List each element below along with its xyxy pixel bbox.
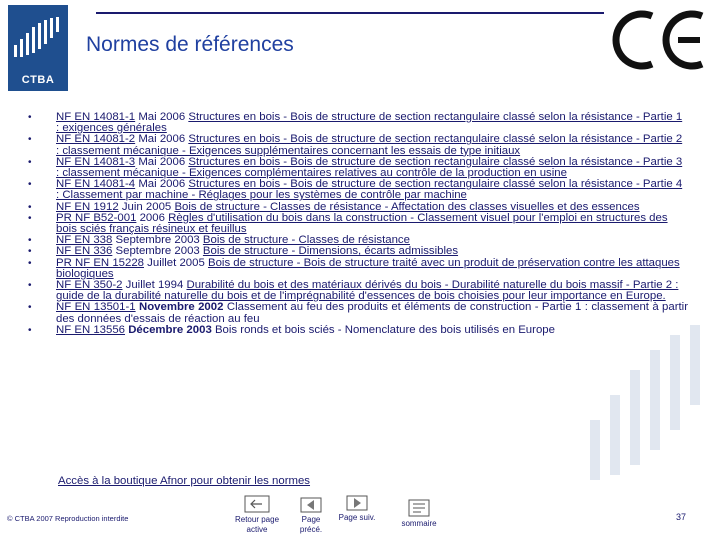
reference-date: Juin 2005 (121, 200, 172, 213)
reference-code[interactable]: NF EN 336 (56, 245, 113, 258)
reference-date: Juillet 1994 (125, 279, 184, 292)
reference-title[interactable]: Structures en bois - Bois de structure de section rectangulaire classé selon la résistance - Partie 3 : classement mécanique - Exigences complémentaires relatives au contrôle de la production en usine (56, 155, 683, 180)
reference-item[interactable] (28, 157, 688, 179)
reference-date: Septembre 2003 (115, 234, 200, 247)
ctba-logo (8, 5, 68, 91)
reference-date: Novembre 2002 (139, 301, 224, 314)
next-page-icon (346, 495, 368, 511)
reference-item[interactable] (28, 112, 688, 134)
reference-date: Mai 2006 (138, 111, 186, 123)
reference-code[interactable]: NF EN 14081-3 (56, 155, 136, 168)
previous-page-label: Page précé. (299, 515, 323, 534)
reference-code[interactable]: PR NF B52-001 (56, 211, 137, 224)
reference-item[interactable] (28, 325, 688, 336)
reference-date: Septembre 2003 (115, 245, 200, 258)
reference-title: Classement au feu des produits et éléments de construction - Partie 1 : classement à partir des données d'essais de réaction au feu (56, 301, 689, 325)
reference-item[interactable] (28, 134, 688, 156)
return-page-icon (244, 495, 270, 513)
page-number: 37 (676, 512, 687, 522)
reference-item[interactable] (28, 280, 688, 302)
reference-code[interactable]: NF EN 14081-1 (56, 111, 136, 123)
afnor-shop-link[interactable]: Accès à la boutique Afnor pour obtenir les normes (58, 475, 311, 487)
reference-title[interactable]: Structures en bois - Bois de structure de section rectangulaire classé selon la résistance - Partie 2 : classement mécanique - Exigences supplémentaires concernant les essais de type initiaux (56, 133, 683, 157)
reference-item[interactable] (28, 213, 688, 235)
copyright-notice: © CTBA 2007 Reproduction interdite (7, 514, 129, 523)
reference-date: Décembre 2003 (128, 323, 212, 336)
reference-item[interactable] (28, 302, 688, 324)
reference-date: Mai 2006 (138, 133, 186, 146)
reference-code[interactable]: NF EN 13501-1 (56, 301, 136, 314)
previous-page-button[interactable] (290, 497, 332, 535)
reference-date: Mai 2006 (138, 155, 186, 168)
reference-title[interactable]: Bois de structure - Classes de résistance - Affectation des classes visuelles et des essences (174, 200, 640, 213)
previous-page-icon (300, 497, 322, 513)
reference-code[interactable]: NF EN 14081-2 (56, 133, 136, 146)
reference-title[interactable]: Bois de structure - Classes de résistance (202, 234, 410, 247)
reference-title[interactable]: Bois de structure - Dimensions, écarts admissibles (202, 245, 459, 258)
next-page-button[interactable] (337, 495, 377, 523)
reference-code[interactable]: NF EN 1912 (56, 200, 119, 213)
reference-title: Bois ronds et bois sciés - Nomenclature des bois utilisés en Europe (214, 323, 555, 336)
summary-icon (408, 499, 430, 517)
return-page-button[interactable] (228, 495, 286, 535)
ctba-logo-mark (8, 5, 68, 75)
logo-text: CTBA (21, 74, 55, 86)
reference-date: Juillet 2005 (147, 256, 205, 269)
reference-code[interactable]: NF EN 13556 (56, 323, 126, 336)
reference-title[interactable]: Durabilité du bois et des matériaux dérivés du bois - Durabilité naturelle du bois massif - Partie 2 : guide de la durabilité naturelle du bois et de l'imprégnabilité d'essences de bois choisies pour leur importance en Europe. (56, 279, 679, 303)
ce-mark-icon (612, 8, 708, 72)
reference-code[interactable]: NF EN 350-2 (56, 279, 123, 292)
reference-code[interactable]: PR NF EN 15228 (56, 256, 144, 269)
reference-title[interactable]: Structures en bois - Bois de structure de section rectangulaire classé selon la résistance - Partie 4 : Classement par machine - Réglages pour les systèmes de contrôle par machine (56, 178, 683, 202)
header-rule (96, 12, 604, 14)
return-page-label: Retour page active (234, 515, 280, 534)
summary-label: sommaire (401, 519, 437, 528)
reference-item[interactable] (28, 258, 688, 280)
references-list (28, 112, 688, 336)
reference-title[interactable]: Bois de structure - Bois de structure traité avec un produit de préservation contre les attaques biologiques (56, 256, 680, 280)
reference-date: 2006 (139, 211, 165, 224)
reference-code[interactable]: NF EN 14081-4 (56, 178, 136, 191)
reference-title[interactable]: Règles d'utilisation du bois dans la construction - Classement visuel pour l'emploi en structures des bois sciés français résineux et feuillus (56, 211, 668, 236)
page-title: Normes de références (86, 33, 294, 56)
reference-item[interactable] (28, 179, 688, 201)
reference-title[interactable]: Structures en bois - Bois de structure de section rectangulaire classé selon la résistance - Partie 1 : exigences générales (56, 111, 683, 135)
summary-button[interactable] (392, 499, 446, 529)
reference-code[interactable]: NF EN 338 (56, 234, 113, 247)
next-page-label: Page suiv. (338, 513, 376, 522)
reference-date: Mai 2006 (138, 178, 186, 191)
